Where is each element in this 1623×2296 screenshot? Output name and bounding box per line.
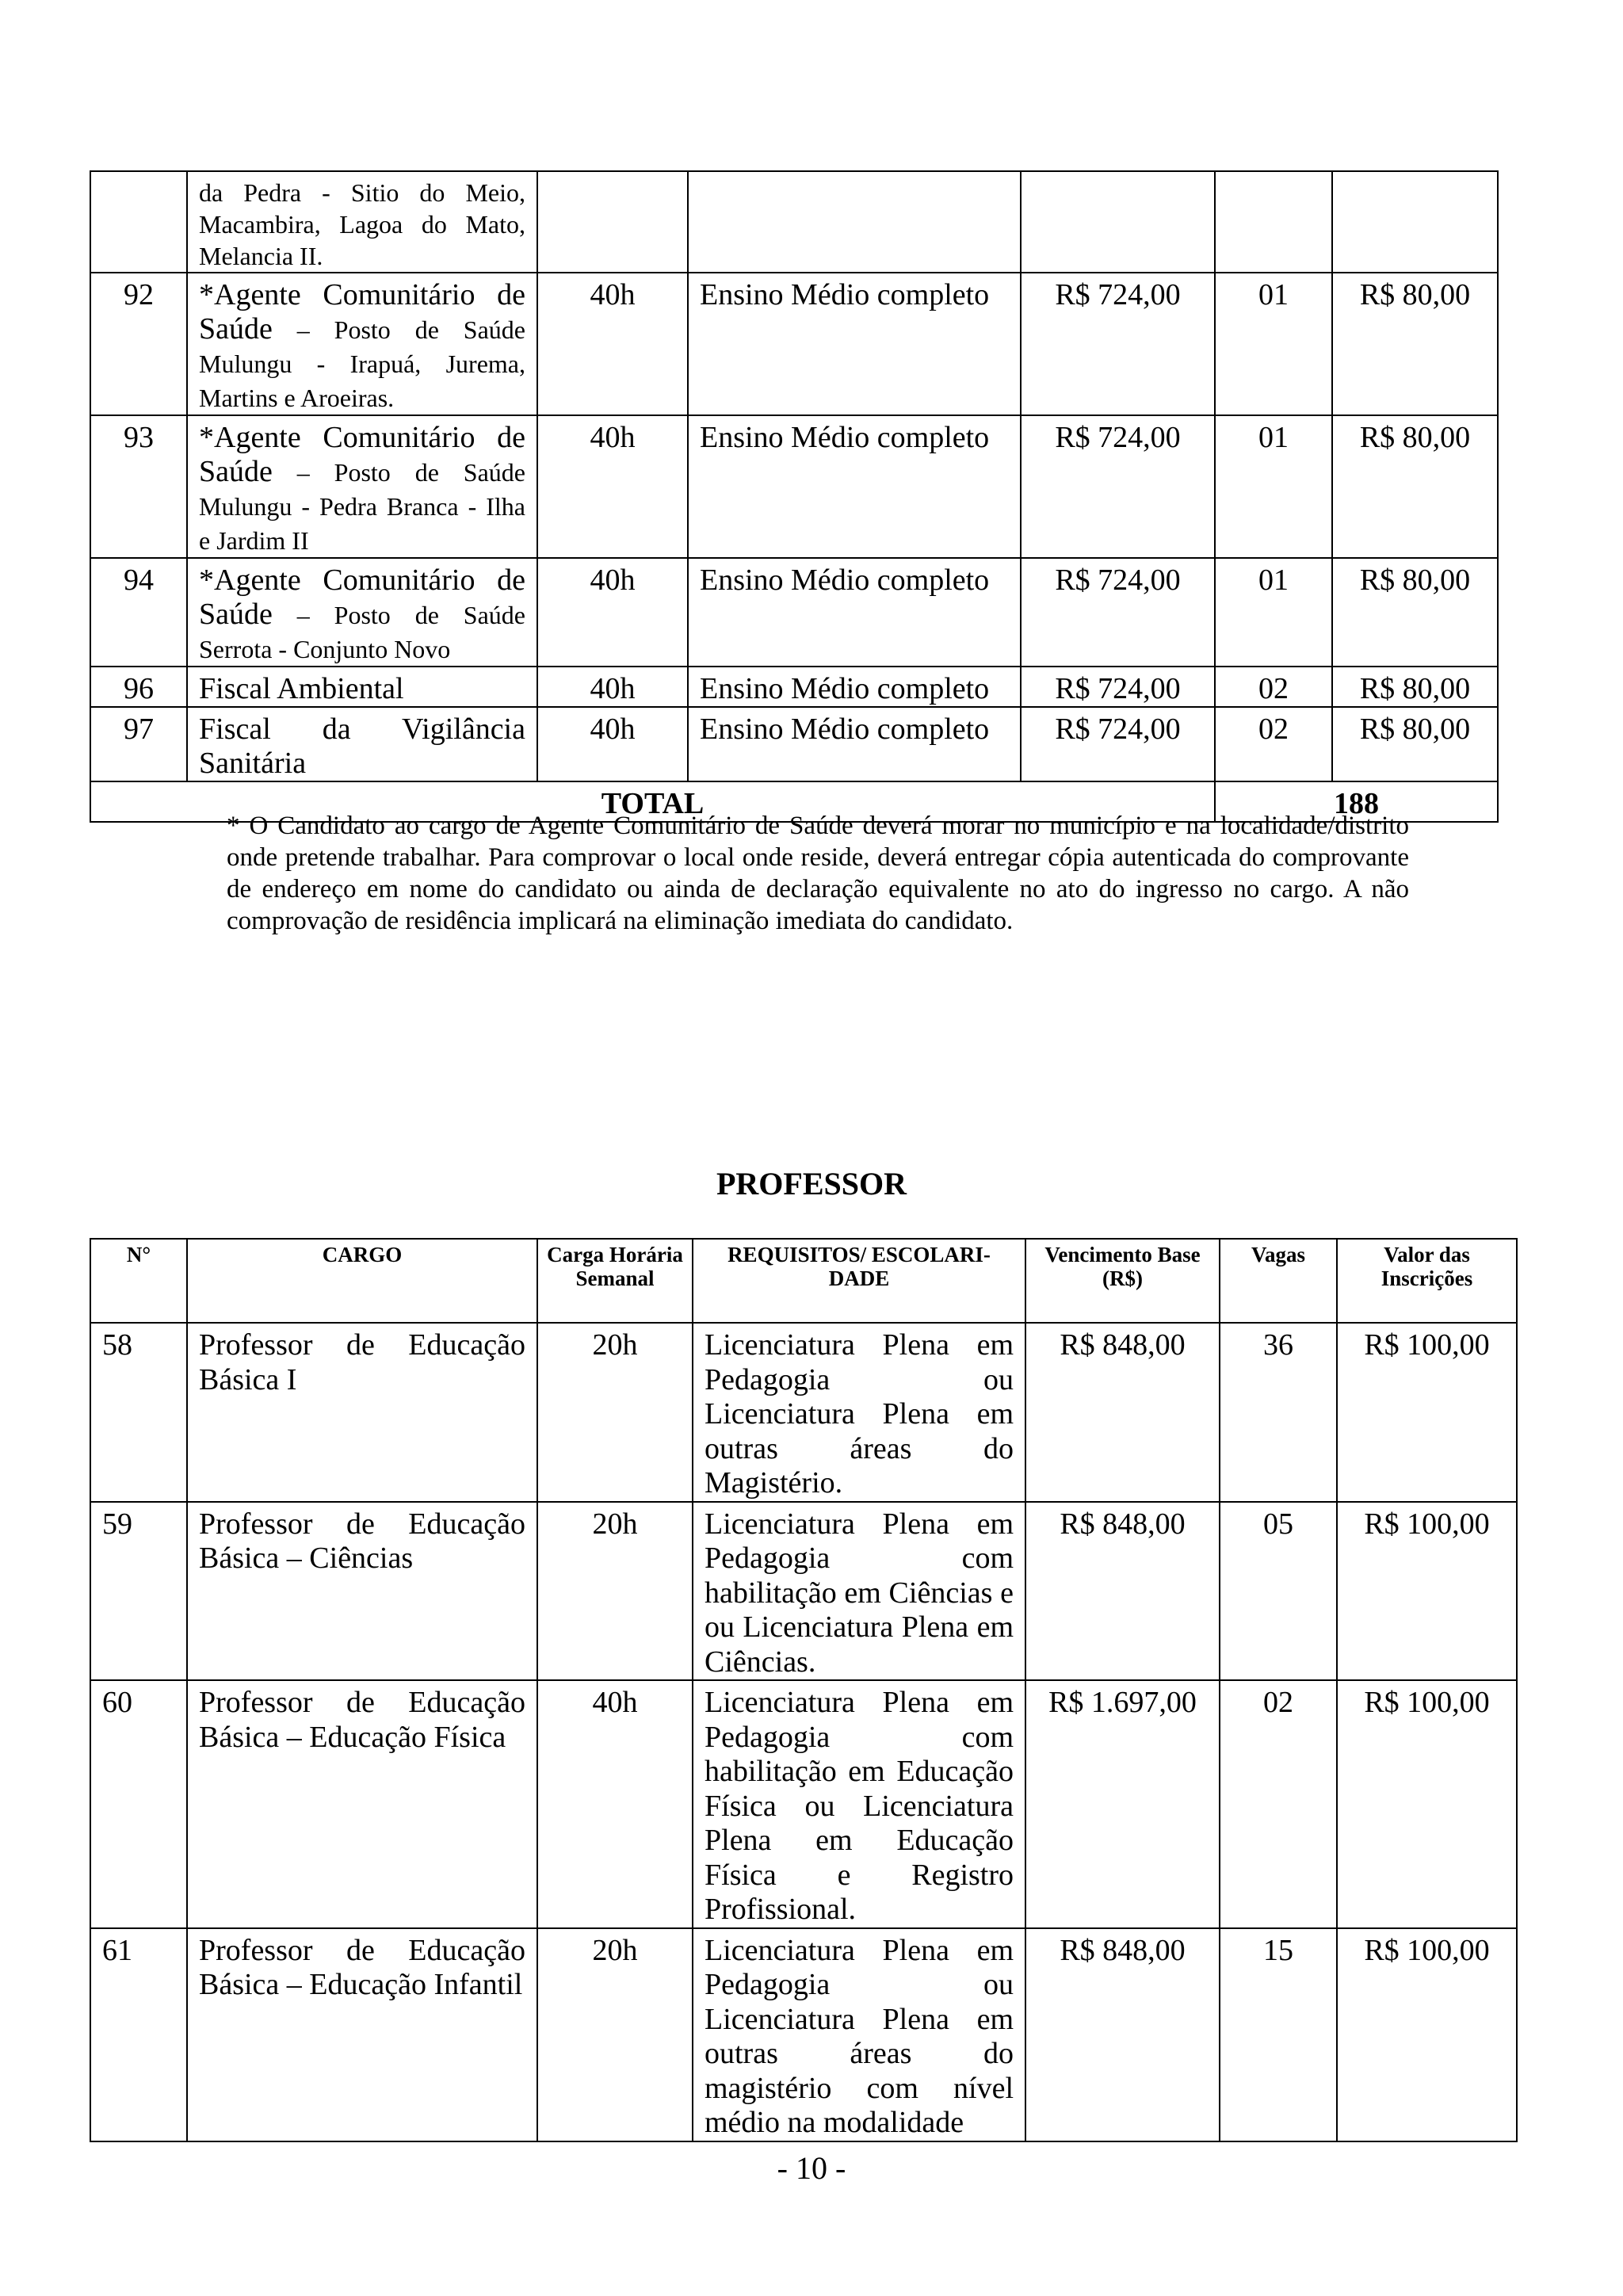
carga-cell: 40h: [537, 558, 688, 667]
valor-cell: R$ 100,00: [1337, 1680, 1517, 1928]
valor-cell: R$ 80,00: [1332, 273, 1498, 415]
vagas-cell: 36: [1220, 1323, 1337, 1502]
section-title: PROFESSOR: [716, 1166, 907, 1201]
header-valor: Valor das Inscrições: [1337, 1239, 1517, 1323]
carga-cell: 40h: [537, 415, 688, 558]
table-row: [90, 1502, 1517, 1681]
vagas-cell: 05: [1220, 1502, 1337, 1681]
row-number: 59: [90, 1502, 187, 1681]
header-vagas: Vagas: [1220, 1239, 1337, 1323]
vencimento-cell: R$ 724,00: [1021, 273, 1215, 415]
row-number: 58: [90, 1323, 187, 1502]
vagas-cell: 15: [1220, 1928, 1337, 2141]
vencimento-cell: R$ 724,00: [1021, 667, 1215, 707]
row-number: [90, 171, 187, 273]
vencimento-cell: R$ 848,00: [1025, 1323, 1220, 1502]
cargo-cell: Professor de Educação Básica – Educação Infantil: [187, 1928, 537, 2141]
requisito-cell: Ensino Médio completo: [688, 415, 1021, 558]
carga-cell: 40h: [537, 273, 688, 415]
valor-cell: R$ 80,00: [1332, 707, 1498, 781]
table-row: [90, 707, 1498, 781]
valor-cell: R$ 80,00: [1332, 667, 1498, 707]
requisito-cell: Licenciatura Plena em Pedagogia ou Licenciatura Plena em outras áreas do magistério com nível médio na modalidade: [693, 1928, 1025, 2141]
requisito-cell: Licenciatura Plena em Pedagogia com habilitação em Ciências e ou Licenciatura Plena em Ciências.: [693, 1502, 1025, 1681]
vencimento-cell: R$ 848,00: [1025, 1928, 1220, 2141]
row-number: 60: [90, 1680, 187, 1928]
row-number: 97: [90, 707, 187, 781]
carga-cell: 20h: [537, 1928, 693, 2141]
table-row: [90, 1680, 1517, 1928]
cargo-cell: Professor de Educação Básica I: [187, 1323, 537, 1502]
cargo-cell: Fiscal da Vigilância Sanitária: [187, 707, 537, 781]
requisito-cell: Ensino Médio completo: [688, 667, 1021, 707]
row-number: 92: [90, 273, 187, 415]
professor-table: [90, 1238, 1518, 2142]
carga-cell: 40h: [537, 1680, 693, 1928]
total-label: TOTAL: [90, 781, 1215, 822]
total-value: 188: [1215, 781, 1498, 822]
row-number: 94: [90, 558, 187, 667]
requisito-cell: Ensino Médio completo: [688, 273, 1021, 415]
header-num: N°: [90, 1239, 187, 1323]
cargo-cell: Professor de Educação Básica – Ciências: [187, 1502, 537, 1681]
vencimento-cell: R$ 848,00: [1025, 1502, 1220, 1681]
header-row: [90, 1239, 1517, 1323]
cargos-table: [90, 170, 1499, 823]
requisito-cell: Licenciatura Plena em Pedagogia com habilitação em Educação Física ou Licenciatura Plena em Educação Física e Registro Profissional.: [693, 1680, 1025, 1928]
vagas-cell: 01: [1215, 273, 1332, 415]
row-number: 93: [90, 415, 187, 558]
requisito-cell: Ensino Médio completo: [688, 707, 1021, 781]
vencimento-cell: R$ 1.697,00: [1025, 1680, 1220, 1928]
residence-note: * O Candidato ao cargo de Agente Comunitário de Saúde deverá morar no município e na localidade/distrito onde pretende trabalhar. Para comprovar o local onde reside, deverá entregar cópia autenticada do comprovante de endereço em nome do candidato ou ainda de declaração equivalente no ato do ingresso no cargo. A não comprovação de residência implicará na eliminação imediata do candidato.: [227, 812, 1409, 935]
valor-cell: R$ 100,00: [1337, 1502, 1517, 1681]
row-number: 61: [90, 1928, 187, 2141]
carga-cell: 20h: [537, 1502, 693, 1681]
page-number: - 10 -: [777, 2150, 846, 2186]
cargo-cell: Professor de Educação Básica – Educação Física: [187, 1680, 537, 1928]
vagas-cell: 01: [1215, 415, 1332, 558]
table-row: [90, 667, 1498, 707]
table-row: [90, 171, 1498, 273]
requisito-cell: Ensino Médio completo: [688, 558, 1021, 667]
table-row: [90, 273, 1498, 415]
vagas-cell: 02: [1220, 1680, 1337, 1928]
header-cargo: CARGO: [187, 1239, 537, 1323]
table-row: [90, 1323, 1517, 1502]
table-row: [90, 415, 1498, 558]
carga-cell: 40h: [537, 707, 688, 781]
cargo-cell: *Agente Comunitário de Saúde – Posto de Saúde Serrota - Conjunto Novo: [187, 558, 537, 667]
header-carga: Carga Horária Semanal: [537, 1239, 693, 1323]
vencimento-cell: R$ 724,00: [1021, 707, 1215, 781]
cargo-cell: *Agente Comunitário de Saúde – Posto de Saúde Mulungu - Pedra Branca - Ilha e Jardim II: [187, 415, 537, 558]
table-row: [90, 1928, 1517, 2141]
valor-cell: R$ 80,00: [1332, 558, 1498, 667]
table-row: [90, 558, 1498, 667]
row-number: 96: [90, 667, 187, 707]
header-requisitos: REQUISITOS/ ESCOLARI-DADE: [693, 1239, 1025, 1323]
cargo-cell: *Agente Comunitário de Saúde – Posto de Saúde Mulungu - Irapuá, Jurema, Martins e Aroeiras.: [187, 273, 537, 415]
vencimento-cell: R$ 724,00: [1021, 558, 1215, 667]
requisito-cell: Licenciatura Plena em Pedagogia ou Licenciatura Plena em outras áreas do Magistério.: [693, 1323, 1025, 1502]
vagas-cell: 02: [1215, 667, 1332, 707]
vagas-cell: 01: [1215, 558, 1332, 667]
vencimento-cell: R$ 724,00: [1021, 415, 1215, 558]
carga-cell: 40h: [537, 667, 688, 707]
cargo-cell: da Pedra - Sitio do Meio, Macambira, Lagoa do Mato, Melancia II.: [187, 171, 537, 273]
valor-cell: R$ 100,00: [1337, 1928, 1517, 2141]
valor-cell: R$ 80,00: [1332, 415, 1498, 558]
valor-cell: R$ 100,00: [1337, 1323, 1517, 1502]
cargo-cell: Fiscal Ambiental: [187, 667, 537, 707]
header-vencimento: Vencimento Base (R$): [1025, 1239, 1220, 1323]
carga-cell: 20h: [537, 1323, 693, 1502]
vagas-cell: 02: [1215, 707, 1332, 781]
